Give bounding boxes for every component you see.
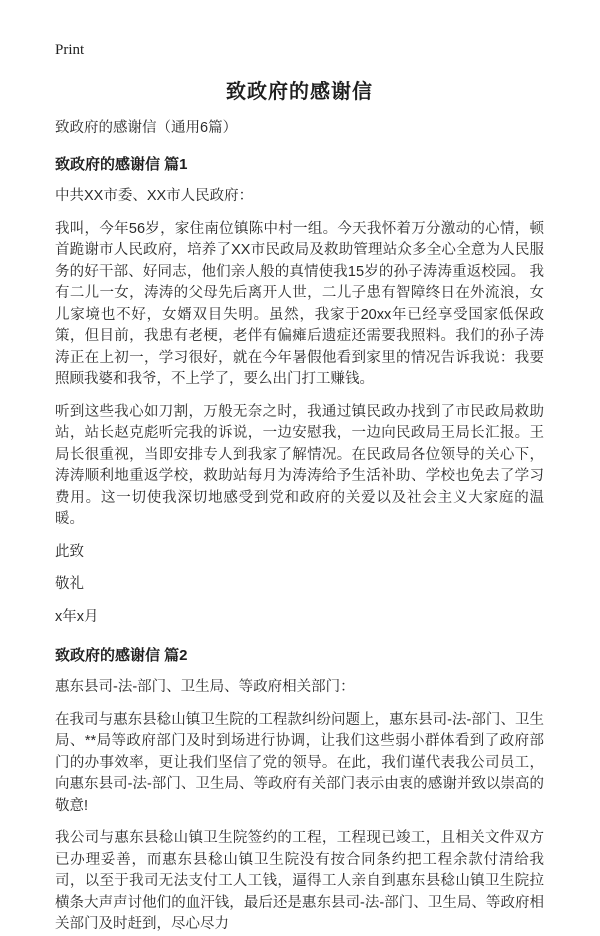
section-2-heading: 致政府的感谢信 篇2 bbox=[55, 647, 188, 664]
section-1-salutation: 中共XX市委、XX市人民政府： bbox=[55, 188, 254, 204]
closing-date: x年x月 bbox=[55, 608, 99, 625]
closing-cizhi: 此致 bbox=[55, 543, 84, 560]
doc-subtitle: 致政府的感谢信（通用6篇） bbox=[55, 120, 238, 136]
section-1-heading: 致政府的感谢信 篇1 bbox=[55, 156, 188, 173]
section-2-paragraph-1: 在我司与惠东县稔山镇卫生院的工程款纠纷问题上，惠东县司-法-部门、卫生局、**局等政府部门及时到场进行协调，让我们这些弱小群体看到了政府部门的办事效率，更让我们坚信了党的领导。在此，我们谨代表我公司员工，向惠东县司-法-部门、卫生局、等政府有关部门表示由衷的感谢并致以崇高的敬意! bbox=[55, 711, 544, 814]
section-1-paragraph-1: 我叫，今年56岁，家住南位镇陈中村一组。今天我怀着万分激动的心情，顿首跪谢市人民政府，培养了XX市民政局及救助管理站众多全心全意为人民服务的好干部、好同志，他们亲人般的真情使我15岁的孙子涛涛重返校园。 我有二儿一女，涛涛的父母先后离开人世，二儿子患有智障终日在外流浪，女儿家境也不好，女婿双目失明。虽然，我家于20xx年已经享受国家低保政策，但目前，我患有老梗，老伴有偏瘫后遗症还需要我照料。我们的孙子涛涛正在上初一，学习很好，就在今年暑假他看到家里的情况告诉我说：我要照顾我婆和我爷，不上学了，要么出门打工赚钱。 bbox=[55, 220, 544, 387]
page-title: 致政府的感谢信 bbox=[226, 81, 373, 103]
section-2-paragraph-2: 我公司与惠东县稔山镇卫生院签约的工程，工程现已竣工，且相关文件双方已办理妥善，而惠东县稔山镇卫生院没有按合同条约把工程余款付清给我司，以至于我司无法支付工人工钱，逼得工人亲自到惠东县稔山镇卫生院拉横条大声声讨他们的血汗钱，最后还是惠东县司-法-部门、卫生局、等政府相关部门及时赶到，尽心尽力 bbox=[55, 830, 544, 932]
print-button[interactable]: Print bbox=[55, 42, 85, 58]
closing-jingli: 敬礼 bbox=[55, 576, 84, 592]
section-2-salutation: 惠东县司-法-部门、卫生局、等政府相关部门： bbox=[55, 679, 355, 695]
section-1-paragraph-2: 听到这些我心如刀割，万般无奈之时，我通过镇民政办找到了市民政局救助站，站长赵克彪听完我的诉说，一边安慰我，一边向民政局王局长汇报。王局长很重视，当即安排专人到我家了解情况。在民政局各位领导的关心下，涛涛顺利地重返学校，救助站每月为涛涛给予生活补助、学校也免去了学习费用。这一切使我深切地感受到党和政府的关爱以及社会主义大家庭的温暖。 bbox=[55, 403, 544, 527]
